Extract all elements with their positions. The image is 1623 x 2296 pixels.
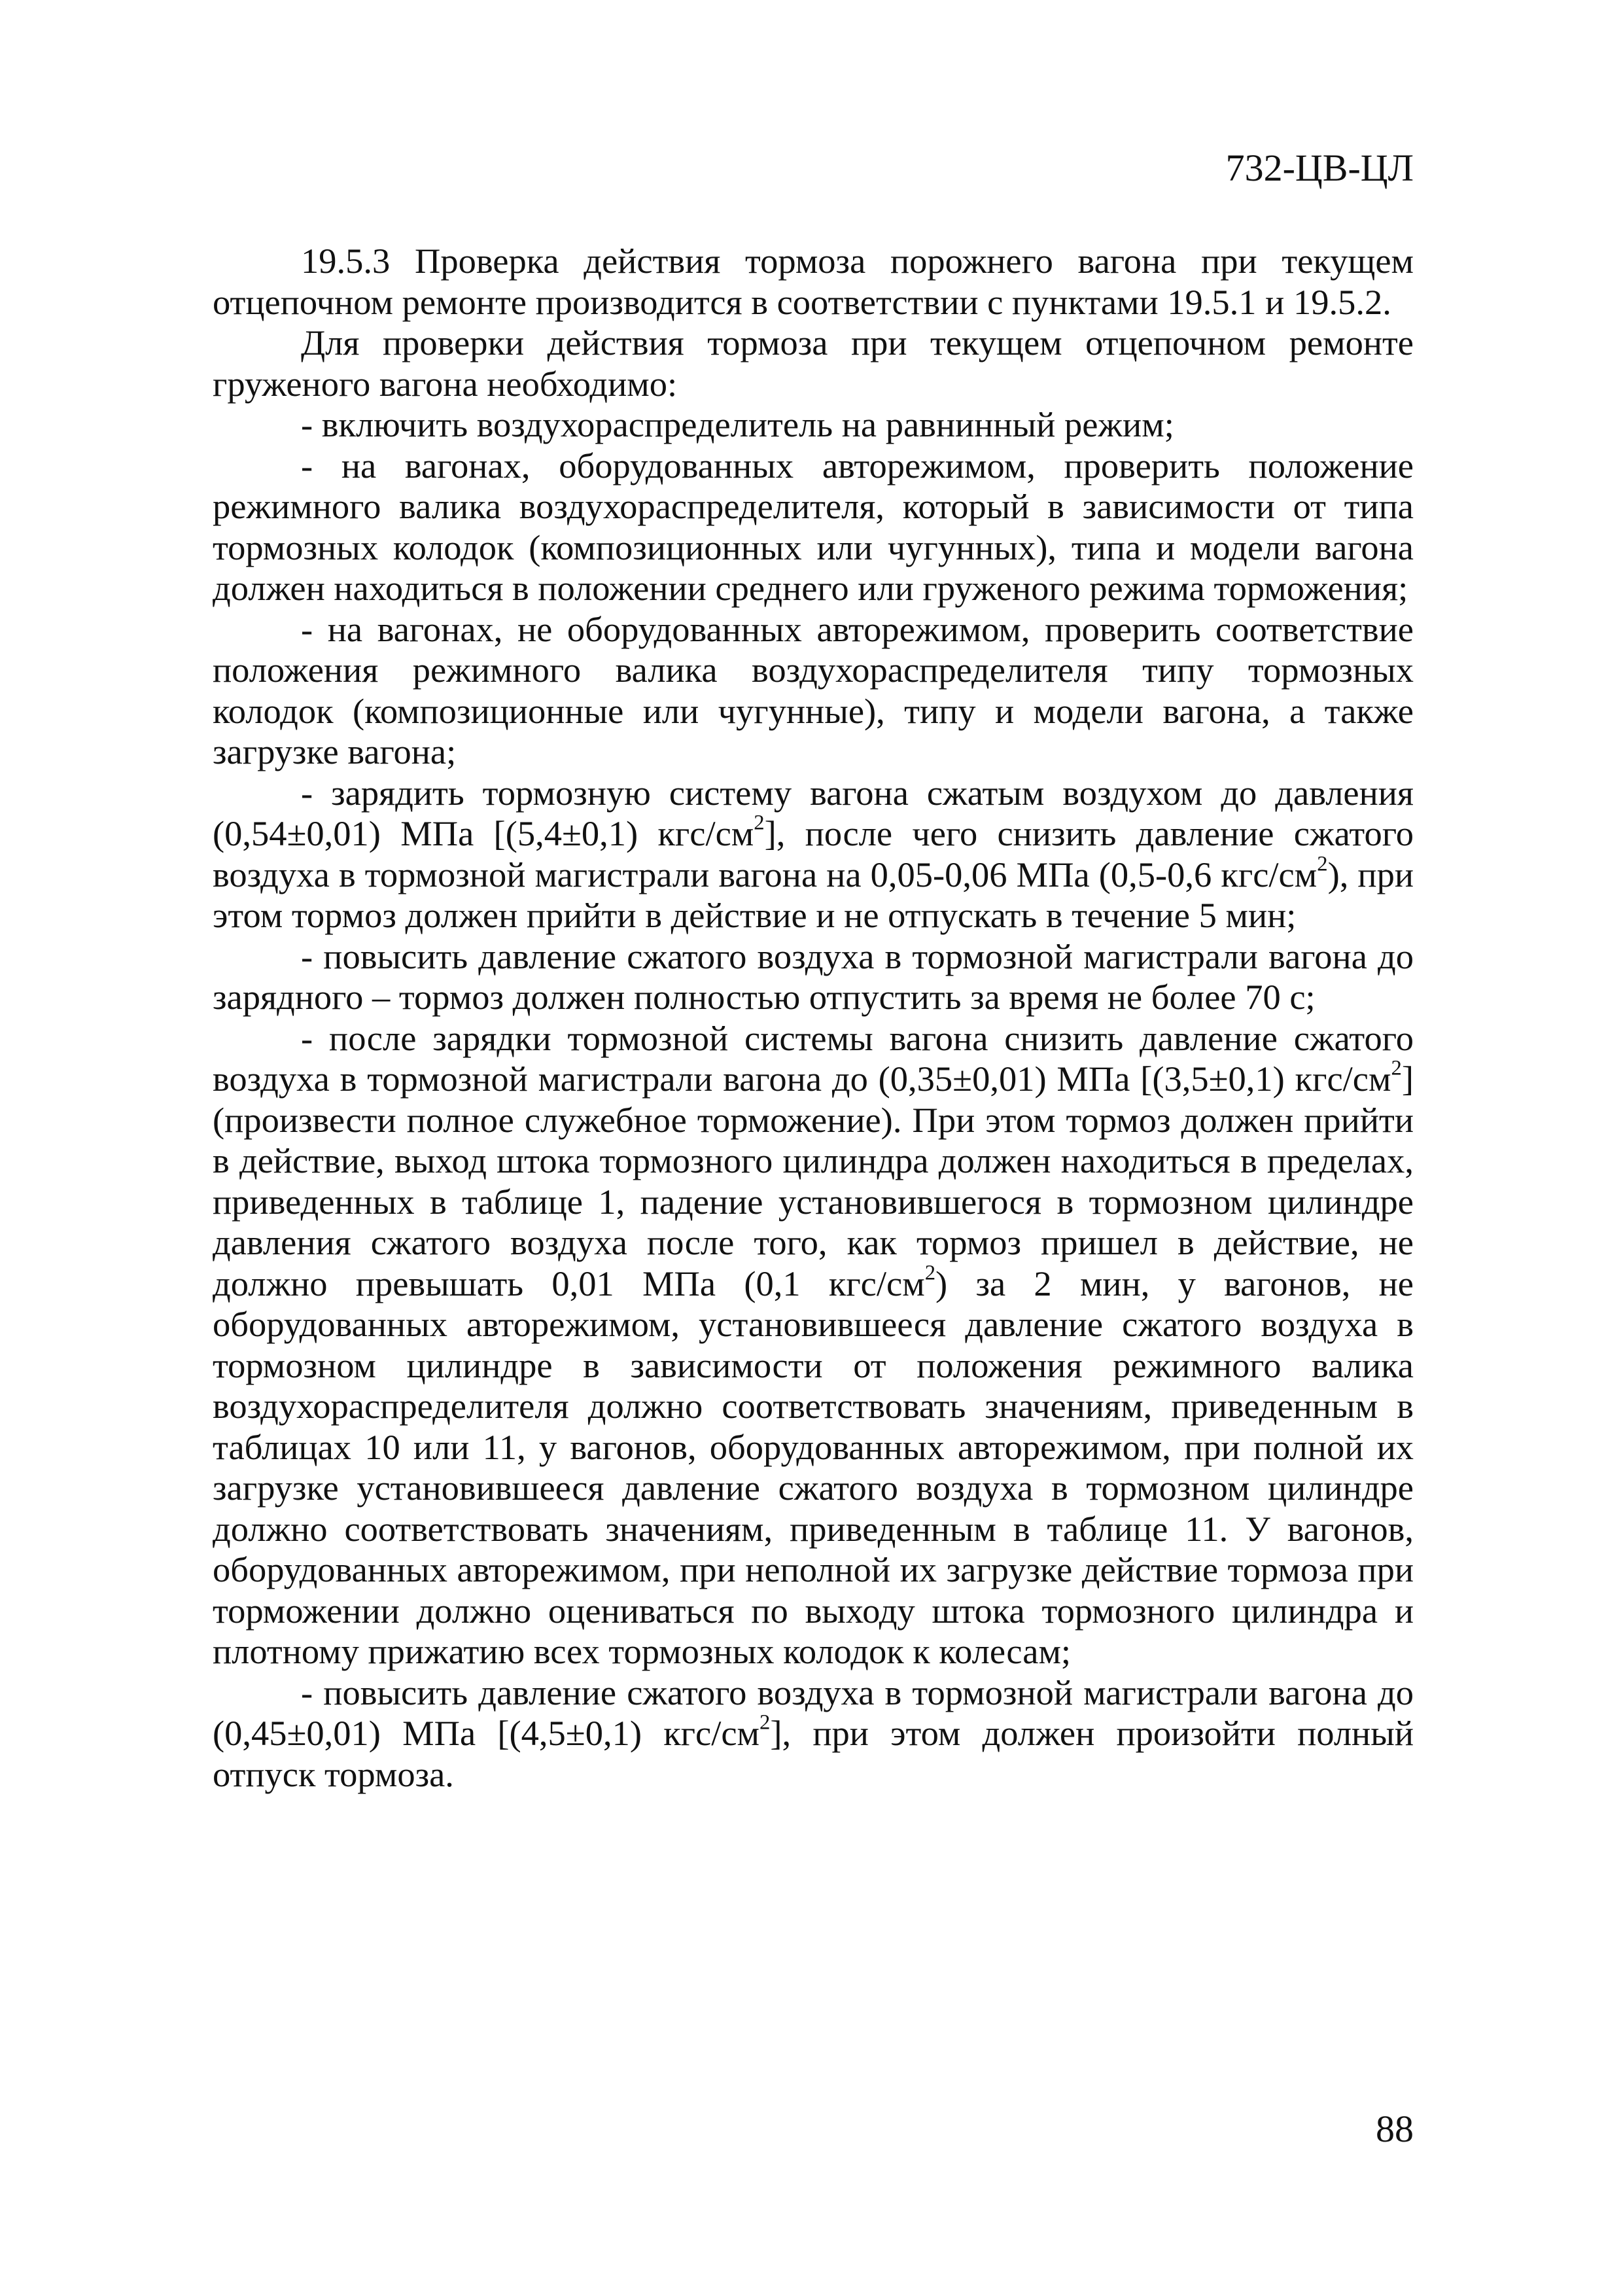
list-item-full-service-braking	[213, 1018, 1414, 1672]
text-segment: - зарядить тормозную систему вагона сжатым воздухом до давления (0,54±0,01) МПа [(5,4±0,1) кгс/см	[213, 772, 1414, 853]
text-segment: ], после чего снизить давление сжатого воздуха в тормозной магистрали вагона на 0,05-0,06 МПа (0,5-0,6 кгс/см	[213, 813, 1414, 894]
text-segment: - повысить давление сжатого воздуха в тормозной магистрали вагона до (0,45±0,01) МПа [(4,5±0,1) кгс/см	[213, 1672, 1414, 1753]
paragraph-loaded-wagon-intro: Для проверки действия тормоза при текущем отцепочном ремонте груженого вагона необходимо:	[213, 323, 1414, 404]
list-item-autoregime-not-equipped: - на вагонах, не оборудованных авторежимом, проверить соответствие положения режимного валика воздухораспределителя типу тормозных колодок (композиционные или чугунные), типу и модели вагона, а также загрузке вагона;	[213, 609, 1414, 771]
list-item-charge-system	[213, 773, 1414, 936]
text-segment: ) за 2 мин, у вагонов, не оборудованных авторежимом, установившееся давление сжатого воздуха в тормозном цилиндре в зависимости от положения режимного валика воздухораспределителя должно соответствовать значениям, приведенным в таблицах 10 или 11, у вагонов, оборудованных авторежимом, при полной их загрузке установившееся давление сжатого воздуха в тормозном цилиндре должно соответствовать значениям, приведенным в таблице 11. У вагонов, оборудованных авторежимом, при неполной их загрузке действие тормоза при торможении должно оцениваться по выходу штока тормозного цилиндра и плотному прижатию всех тормозных колодок к колесам;	[213, 1263, 1414, 1671]
document-code: 732-ЦВ-ЦЛ	[1225, 147, 1414, 189]
list-item-autoregime-equipped: - на вагонах, оборудованных авторежимом, проверить положение режимного валика воздухораспределителя, который в зависимости от типа тормозных колодок (композиционных или чугунных), типа и модели вагона должен находиться в положении среднего или груженого режима торможения;	[213, 445, 1414, 608]
list-item-plain-mode: - включить воздухораспределитель на равнинный режим;	[301, 404, 1174, 444]
text-segment: ), при этом тормоз должен прийти в действие и не отпускать в течение 5 мин;	[213, 854, 1414, 935]
list-item-raise-to-charging: - повысить давление сжатого воздуха в тормозной магистрали вагона до зарядного – тормоз должен полностью отпустить за время не более 70 с;	[213, 936, 1414, 1017]
superscript: 2	[1391, 1056, 1402, 1080]
list-item-full-release	[213, 1672, 1414, 1795]
page-number: 88	[1376, 2108, 1414, 2150]
superscript: 2	[1317, 851, 1328, 875]
body-text	[213, 241, 1414, 1795]
superscript: 2	[924, 1260, 936, 1284]
superscript: 2	[754, 811, 765, 835]
text-segment: ], при этом должен произойти полный отпуск тормоза.	[213, 1713, 1414, 1794]
superscript: 2	[759, 1710, 771, 1735]
text-segment: - после зарядки тормозной системы вагона снизить давление сжатого воздуха в тормозной магистрали вагона до (0,35±0,01) МПа [(3,5±0,1) кгс/см	[213, 1017, 1414, 1099]
paragraph-19-5-3: 19.5.3 Проверка действия тормоза порожнего вагона при текущем отцепочном ремонте производится в соответствии с пунктами 19.5.1 и 19.5.2.	[213, 241, 1414, 322]
text-segment: ] (произвести полное служебное торможение). При этом тормоз должен прийти в действие, выход штока тормозного цилиндра должен находиться в пределах, приведенных в таблице 1, падение установившегося в тормозном цилиндре давления сжатого воздуха после того, как тормоз пришел в действие, не должно превышать 0,01 МПа (0,1 кгс/см	[213, 1059, 1414, 1303]
